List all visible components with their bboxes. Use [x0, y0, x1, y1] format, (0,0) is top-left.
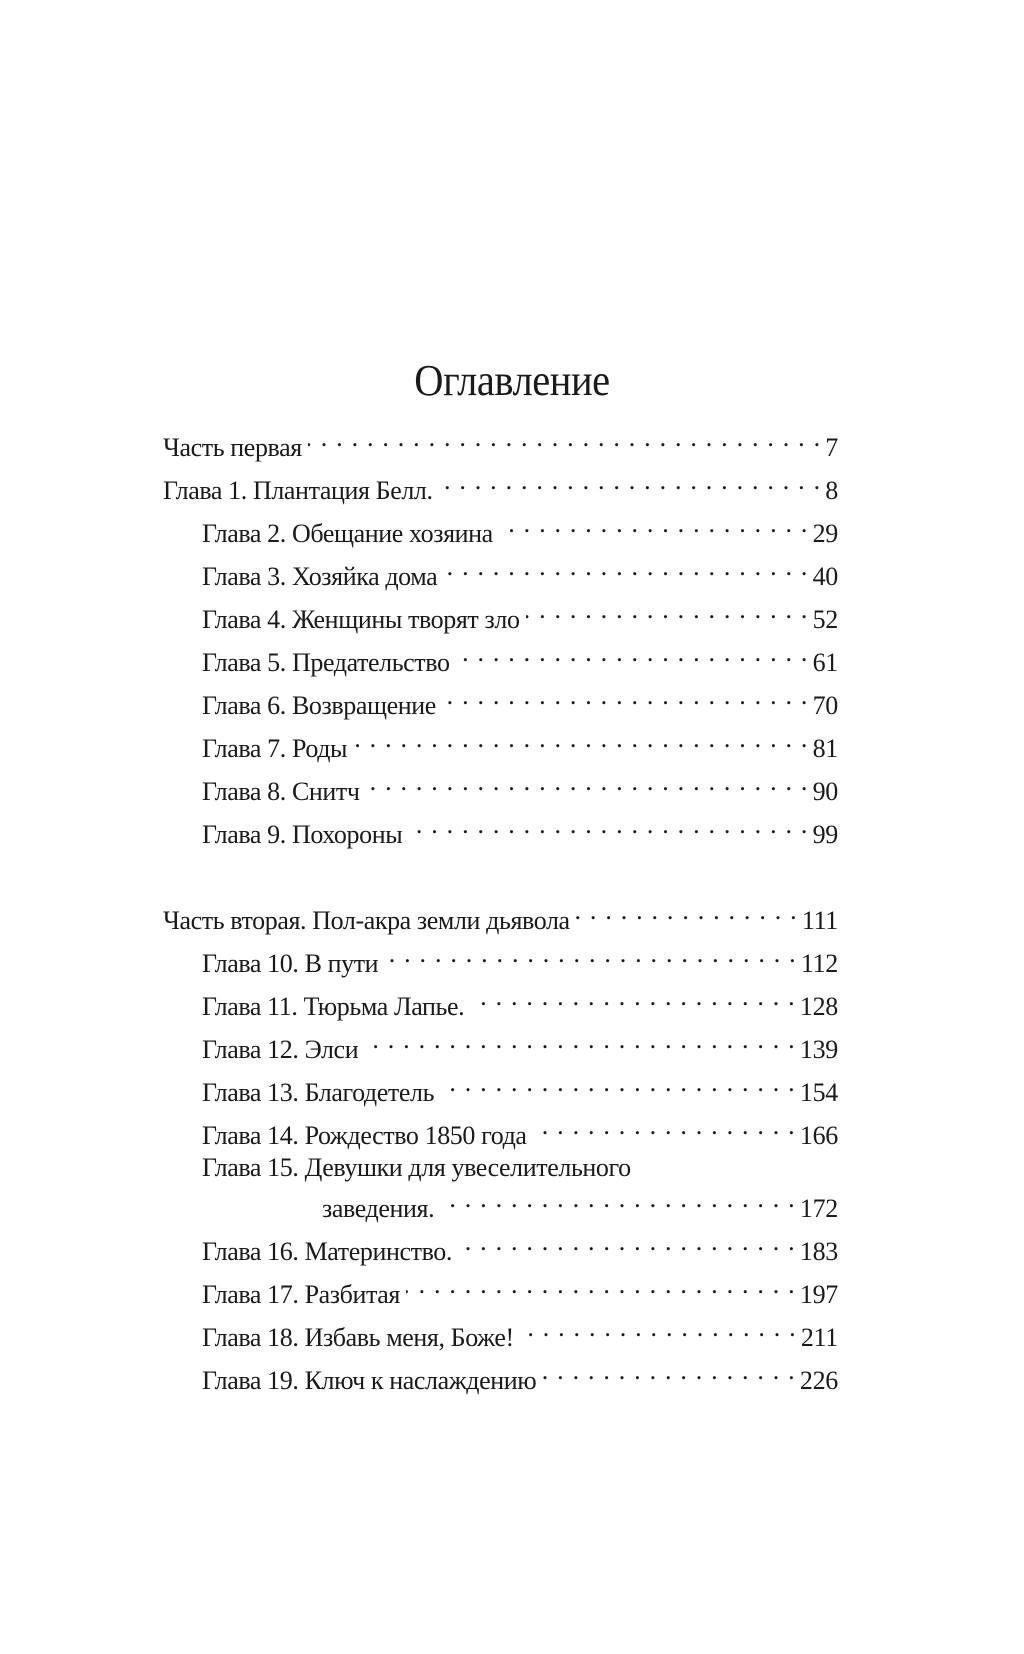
toc-page-number: 70 — [812, 691, 838, 720]
toc-chapter-3[interactable] — [163, 549, 838, 591]
toc-chapter-8[interactable] — [163, 764, 838, 806]
toc-page-number: 112 — [800, 949, 838, 978]
dot-leader — [442, 678, 809, 714]
dot-leader — [533, 1108, 796, 1144]
dot-leader — [440, 1065, 796, 1101]
toc-entry-label: Глава 7. Роды — [202, 734, 348, 763]
toc-entry-label: Глава 17. Разбитая — [202, 1280, 400, 1309]
toc-chapter-14[interactable] — [163, 1108, 838, 1150]
dot-leader — [408, 807, 808, 843]
toc-chapter-19[interactable] — [163, 1353, 838, 1395]
toc-chapter-7[interactable] — [163, 721, 838, 763]
toc-page-number: 90 — [812, 777, 838, 806]
toc-entry-label: Глава 19. Ключ к наслаждению — [202, 1366, 537, 1395]
dot-leader — [366, 764, 809, 800]
toc-entry-label: Глава 16. Материнство. — [202, 1237, 452, 1266]
toc-chapter-6[interactable] — [163, 678, 838, 720]
toc-entry-label: Глава 6. Возвращение — [202, 691, 436, 720]
toc-page-number: 154 — [799, 1078, 838, 1107]
dot-leader — [499, 506, 809, 542]
toc-page-number: 61 — [812, 648, 838, 677]
toc-entry-label: Глава 4. Женщины творят зло — [202, 605, 520, 634]
toc-entry-label: Глава 5. Предательство — [202, 648, 450, 677]
dot-leader — [364, 1022, 796, 1058]
toc-chapter-16[interactable] — [163, 1224, 838, 1266]
dot-leader — [526, 592, 809, 628]
toc-entry-label: Глава 10. В пути — [202, 949, 379, 978]
toc-page-number: 111 — [801, 906, 838, 935]
toc-page-number: 29 — [812, 519, 838, 548]
dot-leader — [440, 1181, 796, 1217]
toc-entry-label: Глава 1. Плантация Белл. — [163, 476, 433, 505]
dot-leader — [353, 721, 808, 757]
toc-page-number: 52 — [812, 605, 838, 634]
toc-chapter-1[interactable] — [163, 463, 838, 505]
toc-chapter-4[interactable] — [163, 592, 838, 634]
toc-page-number: 226 — [799, 1366, 838, 1395]
toc-page-number: 211 — [800, 1323, 838, 1352]
toc-entry-label: Глава 12. Элси — [202, 1035, 359, 1064]
dot-leader — [520, 1310, 797, 1346]
dot-leader — [576, 893, 798, 929]
toc-chapter-13[interactable] — [163, 1065, 838, 1107]
toc-page-number: 183 — [799, 1237, 838, 1266]
toc-page-number: 81 — [812, 734, 838, 763]
toc-entry-label: Часть первая — [163, 433, 302, 462]
toc-page-number: 197 — [799, 1280, 838, 1309]
dot-leader — [406, 1267, 796, 1303]
toc-chapter-5[interactable] — [163, 635, 838, 677]
toc-page-number: 172 — [799, 1194, 838, 1223]
toc-page-number: 99 — [812, 820, 838, 849]
dot-leader — [308, 420, 822, 456]
dot-leader — [458, 1224, 796, 1260]
toc-entry-label: Глава 14. Рождество 1850 года — [202, 1121, 527, 1150]
toc-part-1[interactable] — [163, 420, 838, 462]
dot-leader — [542, 1353, 796, 1389]
toc-entry-label: Глава 3. Хозяйка дома — [202, 562, 438, 591]
toc-chapter-15-title[interactable]: Глава 15. Девушки для увеселительного — [202, 1153, 631, 1182]
toc-chapter-12[interactable] — [163, 1022, 838, 1064]
toc-entry-label: Глава 18. Избавь меня, Боже! — [202, 1323, 514, 1352]
toc-chapter-10[interactable] — [163, 936, 838, 978]
page-title: Оглавление — [414, 356, 610, 405]
toc-entry-label-continued: заведения. — [322, 1194, 435, 1223]
toc-entry-label: Глава 11. Тюрьма Лапье. — [202, 992, 465, 1021]
toc-page-number: 7 — [825, 433, 838, 462]
toc-chapter-15[interactable] — [163, 1181, 838, 1223]
dot-leader — [443, 549, 808, 585]
toc-chapter-17[interactable] — [163, 1267, 838, 1309]
toc-entry-label: Глава 2. Обещание хозяина — [202, 519, 493, 548]
toc-page-number: 128 — [799, 992, 838, 1021]
toc-chapter-18[interactable] — [163, 1310, 838, 1352]
toc-page-number: 40 — [812, 562, 838, 591]
dot-leader — [470, 979, 796, 1015]
dot-leader — [439, 463, 822, 499]
toc-entry-label: Часть вторая. Пол-акра земли дьявола — [163, 906, 570, 935]
toc-chapter-11[interactable] — [163, 979, 838, 1021]
toc-entry-label: Глава 9. Похороны — [202, 820, 403, 849]
toc-page-number: 8 — [825, 476, 838, 505]
toc-page-number: 166 — [799, 1121, 838, 1150]
toc-entry-label: Глава 13. Благодетель — [202, 1078, 435, 1107]
dot-leader — [456, 635, 809, 671]
toc-chapter-9[interactable] — [163, 807, 838, 849]
toc-part-2[interactable] — [163, 893, 838, 935]
toc-entry-label: Глава 8. Снитч — [202, 777, 360, 806]
dot-leader — [384, 936, 797, 972]
toc-page-number: 139 — [799, 1035, 838, 1064]
toc-chapter-2[interactable] — [163, 506, 838, 548]
